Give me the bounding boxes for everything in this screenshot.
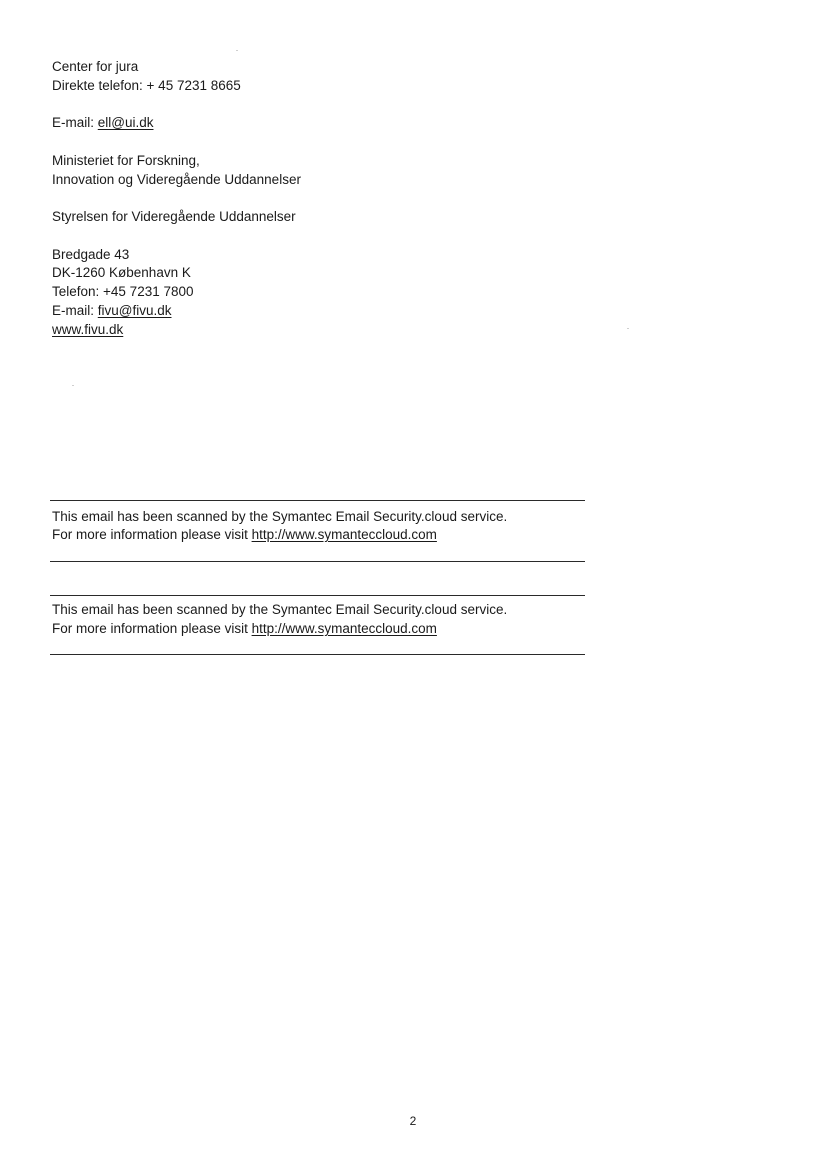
scan-speck xyxy=(72,385,74,386)
ministry-name-line2: Innovation og Videregående Uddannelser xyxy=(52,172,301,187)
contact-email-link[interactable]: ell@ui.dk xyxy=(97,115,154,130)
notice-2-top-divider xyxy=(50,595,585,596)
notice-1-info-link[interactable]: http://www.symanteccloud.com xyxy=(251,527,437,542)
website-link[interactable]: www.fivu.dk xyxy=(52,322,124,337)
notice-2-info-line xyxy=(52,620,437,638)
address-email-label: E-mail: xyxy=(52,303,98,318)
notice-1-message: This email has been scanned by the Symantec Email Security.cloud service. xyxy=(52,509,508,524)
notice-1-info-line xyxy=(52,526,437,544)
ministry-name-line1: Ministeriet for Forskning, xyxy=(52,153,200,168)
address-street: Bredgade 43 xyxy=(52,247,130,262)
page-number: 2 xyxy=(409,1114,417,1128)
contact-email-label: E-mail: xyxy=(52,115,98,130)
address-city: DK-1260 København K xyxy=(52,265,191,280)
notice-2-bottom-divider xyxy=(50,654,585,655)
notice-1-top-divider xyxy=(50,500,585,501)
notice-2-info-link[interactable]: http://www.symanteccloud.com xyxy=(251,621,437,636)
department-name: Center for jura xyxy=(52,59,139,74)
agency-name: Styrelsen for Videregående Uddannelser xyxy=(52,209,296,224)
notice-2-message: This email has been scanned by the Symantec Email Security.cloud service. xyxy=(52,602,508,617)
notice-1-bottom-divider xyxy=(50,561,585,562)
contact-email-line xyxy=(52,114,154,132)
address-email-line xyxy=(52,302,172,320)
scan-speck xyxy=(236,50,238,51)
scan-speck xyxy=(627,328,629,329)
notice-2-info-label: For more information please visit xyxy=(52,621,252,636)
direct-phone: Direkte telefon: + 45 7231 8665 xyxy=(52,78,241,93)
notice-1-info-label: For more information please visit xyxy=(52,527,252,542)
address-phone: Telefon: +45 7231 7800 xyxy=(52,284,194,299)
address-email-link[interactable]: fivu@fivu.dk xyxy=(97,303,172,318)
website-line xyxy=(52,321,123,339)
